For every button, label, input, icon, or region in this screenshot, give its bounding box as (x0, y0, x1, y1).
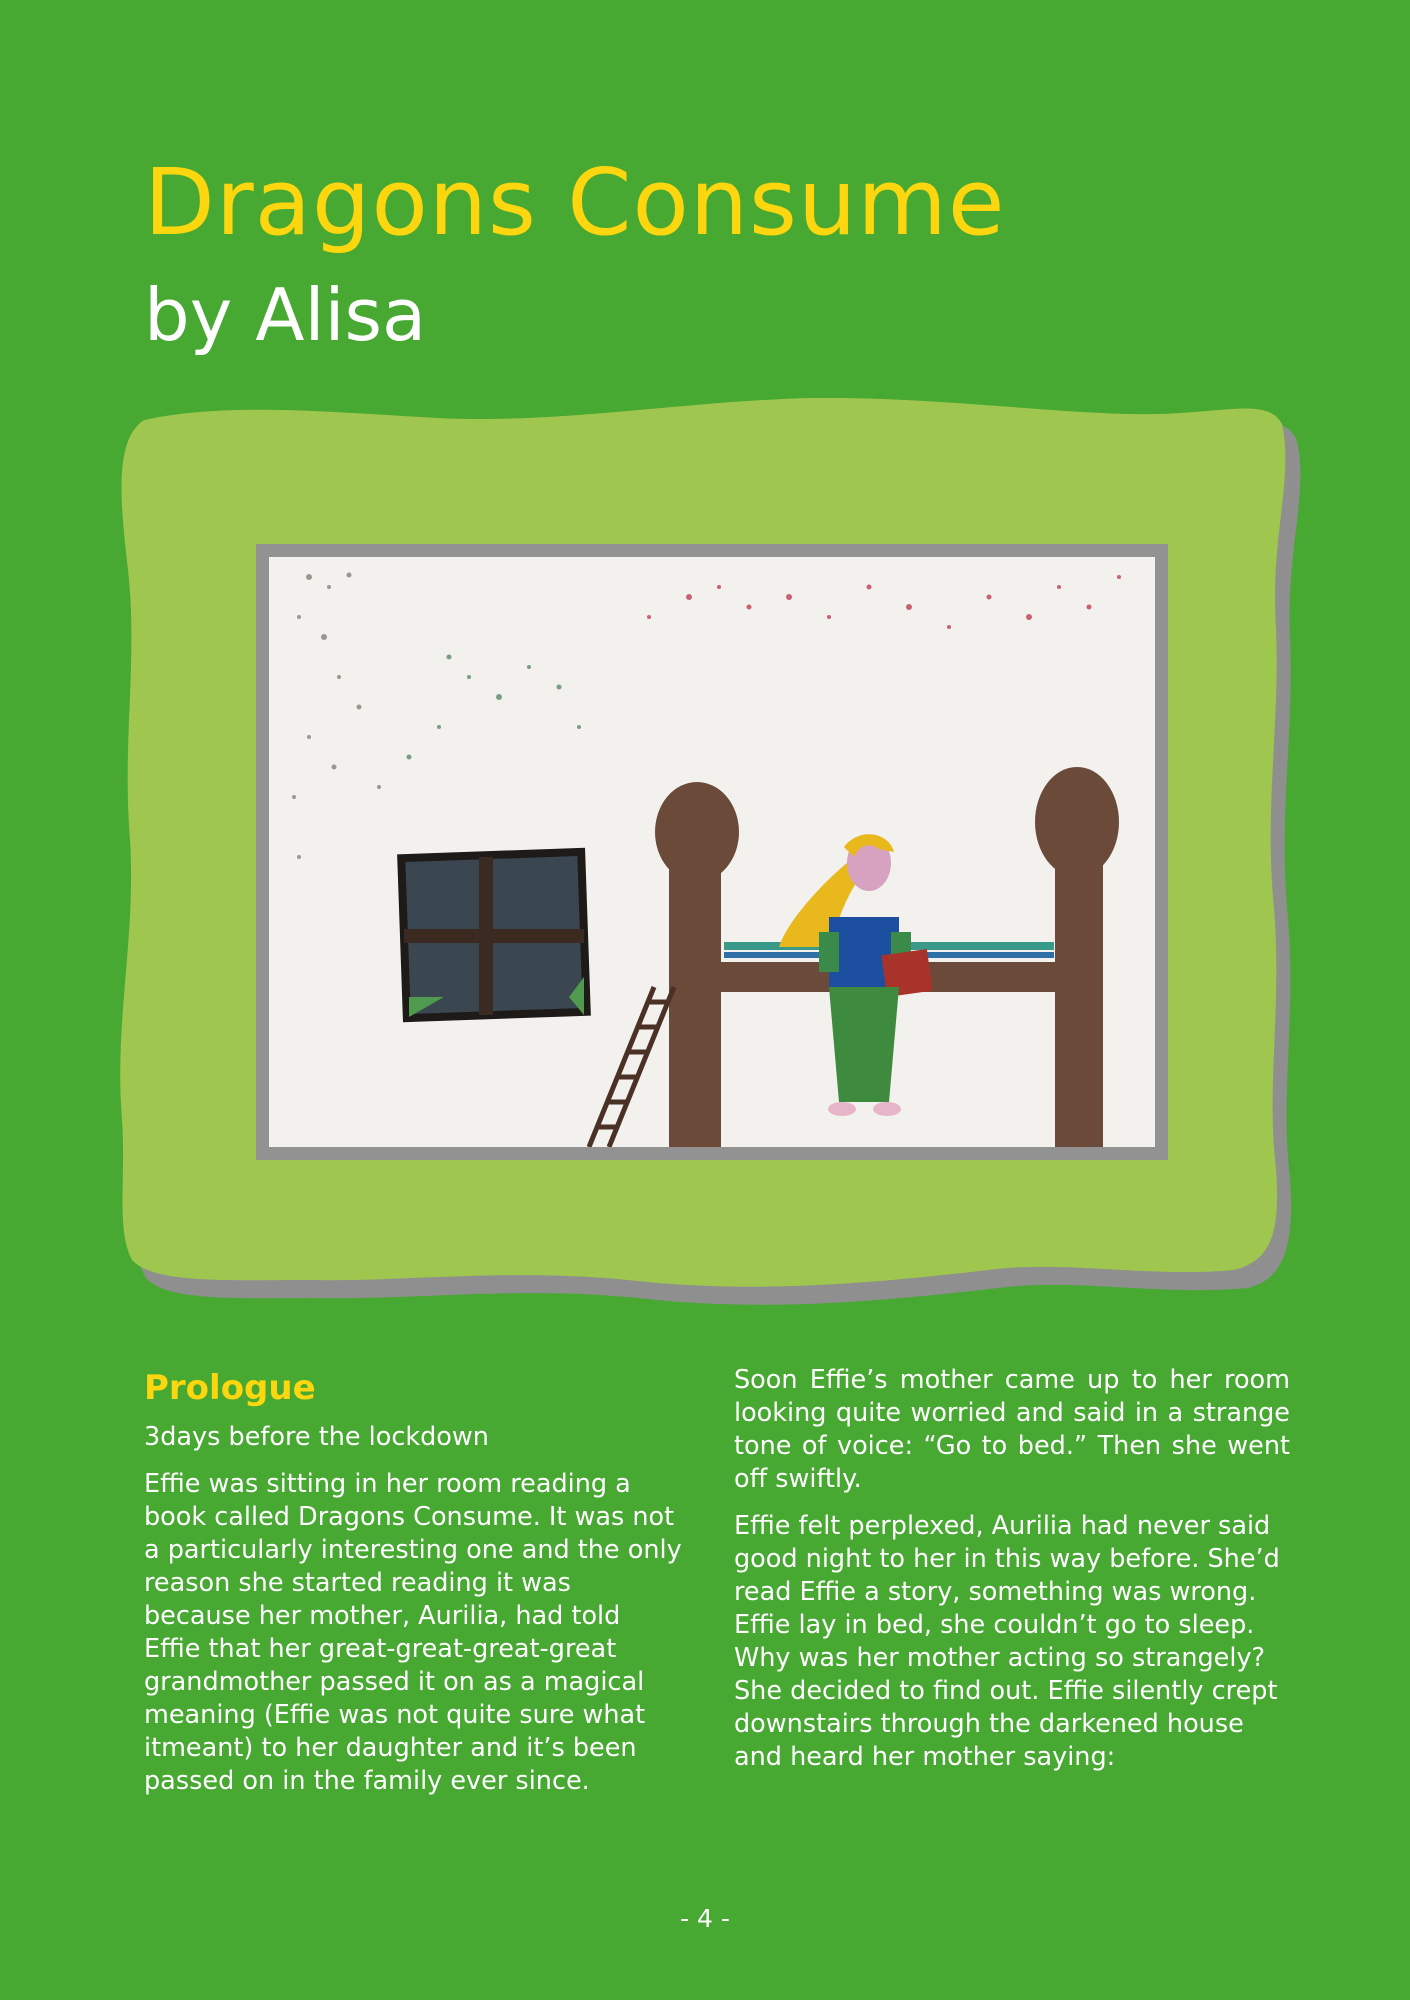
author-line: by Alisa (144, 273, 427, 357)
right-column (734, 1364, 1290, 1788)
story-paragraph-2: Effie felt perplexed, Aurilia had never said good night to her in this way before. She’d read Effie a story, something was wrong. Effie lay in bed, she couldn’t go to sleep. Why was her mother acting so strangely? She decided to find out. Effie silently crept downstairs through the darkened house and heard her mother saying: (734, 1511, 1280, 1772)
illustration-frame (118, 398, 1304, 1308)
prologue-subheading: 3days before the lockdown (144, 1422, 489, 1452)
child-drawing-illustration (256, 544, 1168, 1160)
prologue-paragraph: Effie was sitting in her room reading a book called Dragons Consume. It was not a particularly interesting one and the only reason she started reading it was because her mother, Aurilia, had told Effie that her great-great-great-great grandmother passed it on as a magical meaning (Effie was not quite sure what itmeant) to her daughter and it’s been passed on in the family ever since. (144, 1469, 682, 1796)
story-paragraph-1: Soon Effie’s mother came up to her room looking quite worried and said in a strange tone of voice: “Go to bed.” Then she went off swiftly. (734, 1365, 1290, 1494)
story-title: Dragons Consume (144, 149, 1006, 256)
left-column (144, 1364, 684, 1812)
prologue-heading: Prologue (144, 1368, 316, 1408)
page-number: - 4 - (680, 1904, 730, 1933)
